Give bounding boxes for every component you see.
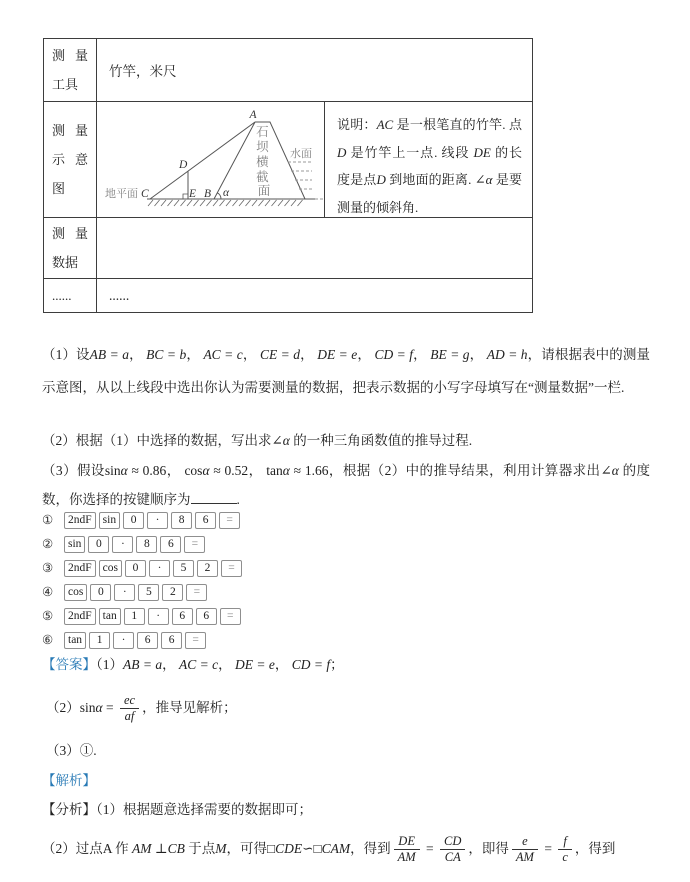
calculator-key: cos xyxy=(99,560,122,577)
text-segment: sin xyxy=(104,463,121,478)
text-segment: = xyxy=(102,700,117,715)
angle-arc xyxy=(217,193,221,199)
header-line: 测 量 xyxy=(52,123,88,138)
text-segment: CDE xyxy=(275,841,303,856)
measurement-diagram xyxy=(97,102,324,216)
calculator-key: 2 xyxy=(197,560,218,577)
calculator-key: 1 xyxy=(124,608,145,625)
calculator-key: = xyxy=(186,584,207,601)
calculator-key: 8 xyxy=(136,536,157,553)
question-1 xyxy=(42,338,650,404)
calc-option xyxy=(42,532,245,556)
option-number: ⑤ xyxy=(42,609,54,623)
text-segment: ，得到 xyxy=(574,841,616,856)
text-segment: ， xyxy=(469,347,487,362)
text-segment: 到地面的距离. xyxy=(385,172,475,187)
text-segment: α xyxy=(202,463,210,478)
label-point-b: B xyxy=(204,188,212,200)
text-segment: D xyxy=(376,172,386,187)
text-segment: 是要测量的倾斜角. xyxy=(337,172,522,215)
question-3 xyxy=(42,456,650,514)
fraction: $\frac{f}{c}$ xyxy=(558,834,572,866)
label-point-c: C xyxy=(141,188,149,200)
calculator-key: 1 xyxy=(89,632,110,649)
text-segment: 【解析】 xyxy=(42,773,96,788)
text-segment: 说明： xyxy=(337,117,377,132)
text-segment: 【答案】 xyxy=(42,657,96,672)
table-row-data xyxy=(44,218,532,279)
text-segment: CB xyxy=(167,841,185,856)
text-segment: （2）过点A 作 xyxy=(42,841,133,856)
calculator-key: 6 xyxy=(195,512,216,529)
sight-line xyxy=(150,122,255,199)
calculator-key: 6 xyxy=(137,632,158,649)
row-header-sketch xyxy=(44,102,97,217)
text-segment: ， xyxy=(218,657,235,672)
fraction: $\frac{e}{AM}$ xyxy=(512,834,538,866)
calculator-key: = xyxy=(185,632,206,649)
calculator-key: · xyxy=(147,512,168,529)
calculator-key: 0 xyxy=(123,512,144,529)
text-segment: AC xyxy=(376,117,394,132)
calculator-key: 0 xyxy=(90,584,111,601)
text-segment: ∠α xyxy=(474,172,493,187)
text-segment: DE xyxy=(473,144,491,160)
calculator-key: 5 xyxy=(138,584,159,601)
text-segment: CAM xyxy=(321,841,351,856)
option-number: ④ xyxy=(42,585,54,599)
calculator-options xyxy=(42,508,245,652)
option-number: ① xyxy=(42,513,54,527)
answer-line-3 xyxy=(46,738,97,764)
text-segment: （2）根据（1）中选择的数据，写出求 xyxy=(42,433,272,448)
calc-option xyxy=(42,628,245,652)
calculator-key: 6 xyxy=(172,608,193,625)
text-segment: ，根据（2）中的推导结果，利用计算器求出 xyxy=(328,463,601,478)
row-header-tools xyxy=(44,39,97,101)
text-segment: ， xyxy=(300,347,318,362)
table-row-dots xyxy=(44,279,532,312)
text-segment: ≈ 0.52 xyxy=(209,463,249,478)
tools-cell xyxy=(97,39,532,101)
fraction: $\frac{DE}{AM}$ xyxy=(394,834,420,866)
text-segment: BE = g xyxy=(430,347,470,362)
text-segment: 的度数，你选择的按键顺序为 xyxy=(42,463,651,507)
analysis-point-1 xyxy=(42,797,312,823)
text-segment: （1） xyxy=(96,657,123,672)
text-segment: ； xyxy=(330,657,344,672)
text-segment: ， xyxy=(413,347,431,362)
diagram-cell xyxy=(97,102,325,217)
answer-line-1 xyxy=(42,652,344,678)
text-segment: （2） xyxy=(46,700,80,715)
text-segment: α xyxy=(95,700,103,715)
water-surface-label: 水面 xyxy=(290,148,312,160)
header-line: 数 据 xyxy=(52,255,79,270)
text-segment: ，即得 xyxy=(468,841,509,856)
text-segment: M xyxy=(215,841,227,856)
calc-option xyxy=(42,556,245,580)
water-level-dashes xyxy=(288,162,312,189)
label-alpha: α xyxy=(223,187,230,199)
text-segment: 是竹竿上一点. 线段 xyxy=(346,144,474,160)
text-segment: ， xyxy=(128,347,147,362)
calculator-key: 2ndF xyxy=(64,608,96,625)
table-row-tools xyxy=(44,39,532,102)
text-segment: ， xyxy=(248,463,267,478)
text-segment: 于点 xyxy=(184,841,216,856)
text-segment: BC = b xyxy=(146,347,187,362)
text-segment: DE = e xyxy=(234,657,275,672)
analysis-point-2 xyxy=(42,826,615,872)
text-segment: （1）设 xyxy=(42,347,90,362)
calc-option xyxy=(42,604,245,628)
calculator-key: = xyxy=(219,512,240,529)
text-segment: AC = c xyxy=(203,347,243,362)
answer-line-2 xyxy=(46,686,237,730)
text-segment: ，推导见解析； xyxy=(142,700,237,715)
label-point-a: A xyxy=(249,109,257,121)
text-segment: ， xyxy=(242,347,260,362)
calculator-key: 5 xyxy=(173,560,194,577)
calculator-key: · xyxy=(114,584,135,601)
text-segment: ， xyxy=(357,347,375,362)
calculator-key: 6 xyxy=(160,536,181,553)
blank-underline xyxy=(191,490,237,505)
text-segment: AM xyxy=(132,841,152,856)
dots-cell xyxy=(97,279,532,312)
option-number: ③ xyxy=(42,561,54,575)
calculator-key: · xyxy=(148,608,169,625)
label-point-e: E xyxy=(189,188,197,200)
text-segment: ∠α xyxy=(600,463,619,478)
calculator-key: 8 xyxy=(171,512,192,529)
table-row-sketch xyxy=(44,102,532,218)
header-line: 示 意 xyxy=(52,152,88,167)
text-segment: ≈ 1.66 xyxy=(289,463,329,478)
text-segment: AB = a xyxy=(123,657,163,672)
calculator-key: 0 xyxy=(88,536,109,553)
fraction: $\frac{CD}{CA}$ xyxy=(440,834,465,866)
text-segment: cos xyxy=(184,463,203,478)
text-segment: ，请根据表中的测量示意图，从以上线段中选出你认为需要测量的数据，把表示数据的小写字母填写在“测量数据”一栏. xyxy=(42,347,650,395)
calculator-key: tan xyxy=(99,608,121,625)
text-segment: CE = d xyxy=(259,347,301,362)
text-segment: AB = a xyxy=(89,347,129,362)
text-segment: ，得到 xyxy=(350,841,391,856)
ground-plane-label: 地平面 xyxy=(105,188,138,200)
calculator-key: = xyxy=(221,560,242,577)
text-segment: ， xyxy=(166,463,185,478)
text-segment: tan xyxy=(266,463,283,478)
calculator-key: tan xyxy=(64,632,86,649)
calculator-key: 6 xyxy=(161,632,182,649)
text-segment: α xyxy=(120,463,128,478)
calculator-key: sin xyxy=(99,512,120,529)
dots-value: ...... xyxy=(109,287,130,303)
calculator-key: · xyxy=(149,560,170,577)
data-cell xyxy=(97,218,532,278)
calculator-key: 2ndF xyxy=(64,512,96,529)
text-segment: D xyxy=(337,144,347,160)
text-segment: α xyxy=(282,463,290,478)
text-segment: ，可得□ xyxy=(226,841,276,856)
calc-option xyxy=(42,580,245,604)
calc-option xyxy=(42,508,245,532)
text-segment: ≈ 0.86 xyxy=(127,463,167,478)
text-segment: sin xyxy=(79,700,96,715)
calculator-key: · xyxy=(113,632,134,649)
measurement-table xyxy=(43,38,533,313)
text-segment: AC = c xyxy=(178,657,219,672)
header-line: 工 具 xyxy=(52,77,79,92)
calculator-key: 0 xyxy=(125,560,146,577)
text-segment: 的一种三角函数值的推导过程. xyxy=(289,433,473,448)
option-number: ⑥ xyxy=(42,633,54,647)
calculator-key: cos xyxy=(64,584,87,601)
text-segment: ， xyxy=(162,657,179,672)
text-segment: . xyxy=(236,492,240,507)
text-segment: = xyxy=(540,841,556,856)
calculator-key: = xyxy=(220,608,241,625)
question-2 xyxy=(42,424,662,457)
fraction: $\frac{ec}{af}$ xyxy=(120,693,139,725)
explanation-cell xyxy=(325,102,532,217)
text-segment: AD = h xyxy=(486,347,528,362)
row-header-data xyxy=(44,218,97,278)
calculator-key: · xyxy=(112,536,133,553)
calculator-key: = xyxy=(184,536,205,553)
text-segment: = xyxy=(422,841,438,856)
text-segment: CD = f xyxy=(374,347,414,362)
dam-caption: 石 坝 横 截 面 xyxy=(256,125,271,198)
text-segment: ⊥ xyxy=(151,841,168,856)
ground-hatch xyxy=(148,200,303,206)
header-line: 图 xyxy=(52,181,66,196)
calculator-key: 2ndF xyxy=(64,560,96,577)
label-point-d: D xyxy=(179,159,188,171)
analysis-header xyxy=(42,768,96,794)
text-segment: ， xyxy=(186,347,204,362)
option-number: ② xyxy=(42,537,54,551)
calculator-key: sin xyxy=(64,536,85,553)
text-segment: 是一根笔直的竹竿. 点 xyxy=(393,117,522,132)
header-line: 测 量 xyxy=(52,226,88,241)
calculator-key: 6 xyxy=(196,608,217,625)
text-segment: ， xyxy=(274,657,292,672)
text-segment: （3）①. xyxy=(46,743,97,758)
calculator-key: 2 xyxy=(162,584,183,601)
tools-value: 竹竿，米尺 xyxy=(109,64,177,79)
header-line: 测 量 xyxy=(52,48,88,63)
text-segment: ∽□ xyxy=(302,841,322,856)
text-segment: DE = e xyxy=(317,347,358,362)
right-angle-mark xyxy=(183,194,188,199)
row-header-dots xyxy=(44,279,97,312)
text-segment: ∠α xyxy=(271,433,290,448)
text-segment: 的长度是点 xyxy=(337,144,522,187)
header-line: . . . . . . xyxy=(52,288,72,303)
text-segment: 【分析】（1）根据题意选择需要的数据即可； xyxy=(42,802,312,817)
text-segment: （3）假设 xyxy=(42,463,105,478)
text-segment: CD = f xyxy=(291,657,331,672)
